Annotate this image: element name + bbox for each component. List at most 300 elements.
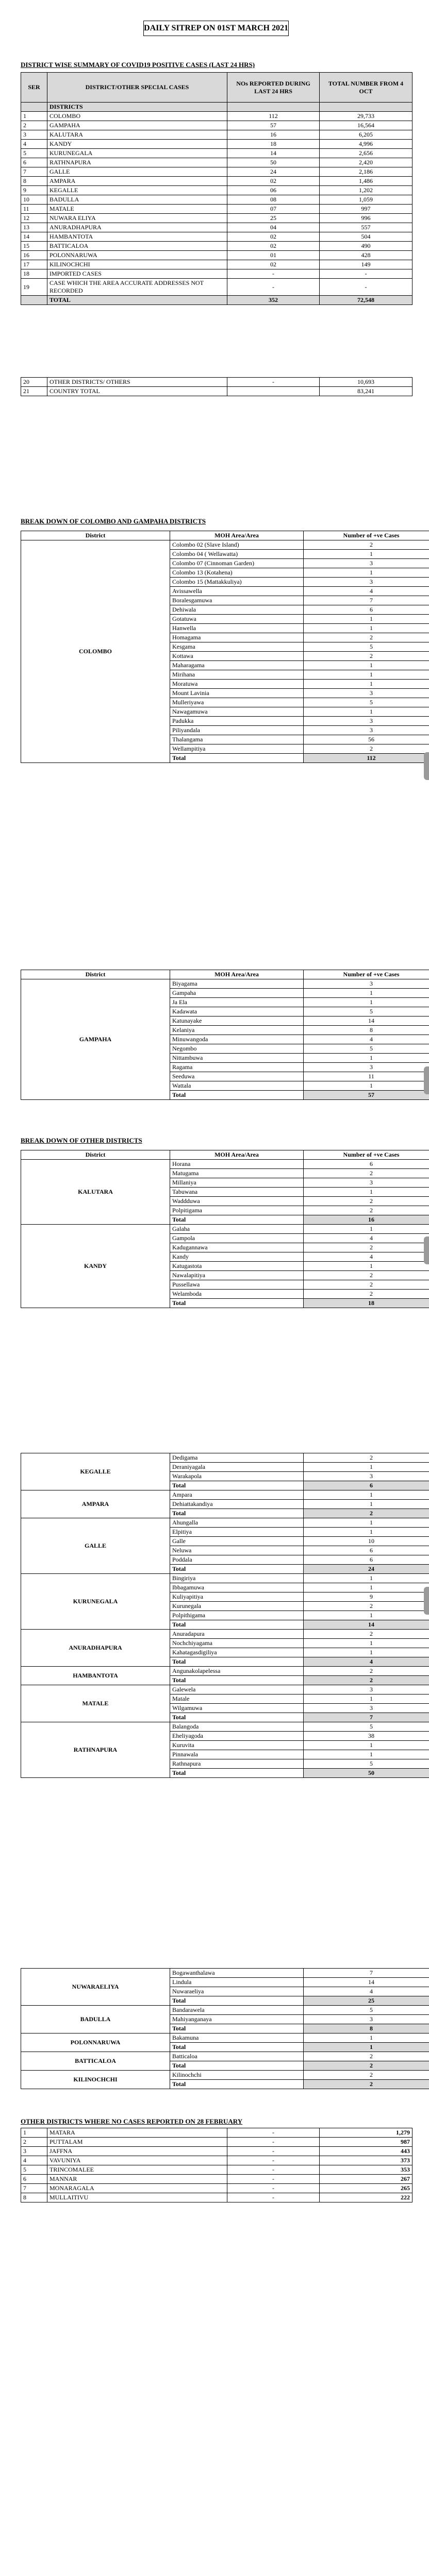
- last24-total-cell: 352: [227, 296, 320, 305]
- total-count-cell: 18: [304, 1299, 429, 1308]
- case-count-cell: 1: [304, 1750, 429, 1759]
- summary-row: [21, 158, 412, 167]
- colombo-breakdown-table: [21, 531, 429, 763]
- moh-area-cell: Colombo 04 ( Wellawatta): [170, 550, 304, 559]
- total-cell: 1,202: [320, 186, 412, 195]
- no-cases-heading: OTHER DISTRICTS WHERE NO CASES REPORTED ON 28 FEBRUARY: [21, 2117, 243, 2125]
- total-count-cell: 6: [304, 1481, 429, 1490]
- moh-area-cell: Rathnapura: [170, 1759, 304, 1769]
- moh-area-cell: Bakamuna: [170, 2033, 304, 2043]
- district-cell: MATARA: [47, 2128, 227, 2138]
- case-count-cell: 1: [304, 1574, 429, 1583]
- ser-cell: 12: [21, 214, 47, 223]
- moh-area-cell: Kilinochchi: [170, 2071, 304, 2080]
- moh-area-cell: Dehiwala: [170, 605, 304, 615]
- bd-header-area: MOH Area/Area: [170, 970, 304, 979]
- district-name-cell: HAMBANTOTA: [21, 1667, 170, 1685]
- moh-area-cell: Waddduwa: [170, 1197, 304, 1206]
- moh-area-cell: Hanwella: [170, 624, 304, 633]
- case-count-cell: 1: [304, 989, 429, 998]
- case-count-cell: 5: [304, 642, 429, 652]
- no-cases-table: [21, 2128, 412, 2202]
- case-count-cell: 3: [304, 1685, 429, 1694]
- ser-cell: 2: [21, 2138, 47, 2147]
- case-count-cell: 4: [304, 587, 429, 596]
- case-count-cell: 11: [304, 1072, 429, 1081]
- case-count-cell: 2: [304, 1630, 429, 1639]
- case-count-cell: 2: [304, 1271, 429, 1280]
- case-count-cell: 6: [304, 1160, 429, 1169]
- case-count-cell: 3: [304, 1178, 429, 1188]
- district-cell: RATHNAPURA: [47, 158, 227, 167]
- ser-cell: 21: [21, 387, 47, 396]
- scroll-tab-handle[interactable]: [424, 1236, 429, 1264]
- total-count-cell: 1: [304, 2043, 429, 2052]
- moh-area-cell: Homagama: [170, 633, 304, 642]
- case-count-cell: 2: [304, 1206, 429, 1215]
- district-name-cell: AMPARA: [21, 1490, 170, 1518]
- total-label-cell: Total: [170, 1481, 304, 1490]
- moh-area-cell: Piliyandala: [170, 726, 304, 735]
- total-cell: 373: [320, 2156, 412, 2165]
- last24-cell: 16: [227, 130, 320, 140]
- total-cell: 2,186: [320, 167, 412, 177]
- ser-cell: 20: [21, 378, 47, 387]
- case-count-cell: 14: [304, 1016, 429, 1026]
- case-count-cell: 2: [304, 2071, 429, 2080]
- summary-row: [21, 223, 412, 232]
- ser-cell: 16: [21, 251, 47, 260]
- header-ser: SER: [21, 73, 47, 103]
- moh-area-cell: Neluwa: [170, 1546, 304, 1555]
- no-cases-body: [21, 2128, 412, 2202]
- last24-cell: -: [227, 2156, 320, 2165]
- total-cell: 996: [320, 214, 412, 223]
- case-count-cell: 2: [304, 1602, 429, 1611]
- ser-cell: 4: [21, 2156, 47, 2165]
- group-d-table: [21, 1968, 429, 2089]
- last24-cell: -: [227, 2165, 320, 2175]
- bd-header-cases: Number of +ve Cases: [304, 531, 429, 540]
- moh-area-cell: Kelaniya: [170, 1026, 304, 1035]
- moh-area-cell: Nittambuwa: [170, 1054, 304, 1063]
- total-cell: 149: [320, 260, 412, 269]
- case-count-cell: 4: [304, 1987, 429, 1996]
- gampaha-breakdown-table: [21, 970, 429, 1100]
- case-count-cell: 1: [304, 1054, 429, 1063]
- total-count-cell: 50: [304, 1769, 429, 1778]
- moh-area-cell: Colombo 07 (Cinnoman Garden): [170, 559, 304, 568]
- total-cell: 353: [320, 2165, 412, 2175]
- case-count-cell: 6: [304, 1555, 429, 1565]
- no-case-row: [21, 2128, 412, 2138]
- total-cell: 29,733: [320, 112, 412, 121]
- last24-cell: 02: [227, 242, 320, 251]
- case-count-cell: 1: [304, 568, 429, 578]
- ser-cell: 9: [21, 186, 47, 195]
- last24-cell: -: [227, 378, 320, 387]
- moh-area-cell: Wilgamuwa: [170, 1704, 304, 1713]
- case-count-cell: 5: [304, 1722, 429, 1732]
- case-count-cell: 2: [304, 744, 429, 754]
- total-cell: 428: [320, 251, 412, 260]
- bd-header-district: District: [21, 970, 170, 979]
- case-count-cell: 6: [304, 1546, 429, 1555]
- moh-area-cell: Welambodа: [170, 1290, 304, 1299]
- ser-cell: 5: [21, 149, 47, 158]
- case-count-cell: 2: [304, 1197, 429, 1206]
- last24-cell: 02: [227, 177, 320, 186]
- district-cell: KANDY: [47, 140, 227, 149]
- last24-cell: -: [227, 2184, 320, 2193]
- scroll-tab-handle[interactable]: [424, 752, 429, 780]
- ser-cell: 15: [21, 242, 47, 251]
- breakdown-row: [21, 1574, 429, 1583]
- district-name-cell: RATHNAPURA: [21, 1722, 170, 1778]
- case-count-cell: 5: [304, 1044, 429, 1054]
- moh-area-cell: Bandarawela: [170, 2006, 304, 2015]
- total-cell: 1,486: [320, 177, 412, 186]
- ser-cell: 2: [21, 121, 47, 130]
- district-cell: TRINCOMALEE: [47, 2165, 227, 2175]
- total-cell: 557: [320, 223, 412, 232]
- moh-area-cell: Kadawata: [170, 1007, 304, 1016]
- summary-row: [21, 214, 412, 223]
- ser-cell: 19: [21, 279, 47, 296]
- case-count-cell: 2: [304, 633, 429, 642]
- moh-area-cell: Nawagamuwa: [170, 707, 304, 717]
- total-count-cell: 57: [304, 1091, 429, 1100]
- district-cell: BADULLA: [47, 195, 227, 205]
- case-count-cell: 2: [304, 540, 429, 550]
- summary-row: [21, 279, 412, 296]
- total-label-cell: Total: [170, 1509, 304, 1518]
- case-count-cell: 3: [304, 726, 429, 735]
- district-cell: MULLAITIVU: [47, 2193, 227, 2202]
- case-count-cell: 3: [304, 717, 429, 726]
- summary-row: [21, 232, 412, 242]
- case-count-cell: 1: [304, 1490, 429, 1500]
- case-count-cell: 1: [304, 2033, 429, 2043]
- case-count-cell: 5: [304, 2006, 429, 2015]
- header-district: DISTRICT/OTHER SPECIAL CASES: [47, 73, 227, 103]
- summary-row: [21, 242, 412, 251]
- no-case-row: [21, 2138, 412, 2147]
- moh-area-cell: Kurunegala: [170, 1602, 304, 1611]
- last24-cell: -: [227, 2128, 320, 2138]
- case-count-cell: 10: [304, 1537, 429, 1546]
- moh-area-cell: Kesgama: [170, 642, 304, 652]
- last24-cell: 57: [227, 121, 320, 130]
- moh-area-cell: Ibbagamuwa: [170, 1583, 304, 1592]
- moh-area-cell: Deraniyagala: [170, 1463, 304, 1472]
- bd-header-area: MOH Area/Area: [170, 531, 304, 540]
- breakdown-row: [21, 2052, 429, 2061]
- moh-area-cell: Galle: [170, 1537, 304, 1546]
- moh-area-cell: Gampaha: [170, 989, 304, 998]
- last24-cell: -: [227, 2175, 320, 2184]
- total-label-cell: TOTAL: [47, 296, 227, 305]
- moh-area-cell: Minuwangoda: [170, 1035, 304, 1044]
- case-count-cell: 2: [304, 1243, 429, 1252]
- ser-cell: 5: [21, 2165, 47, 2175]
- total-label-cell: Total: [170, 2061, 304, 2071]
- last24-cell: 07: [227, 205, 320, 214]
- scroll-tab-handle[interactable]: [424, 1066, 429, 1094]
- moh-area-cell: Pinnawala: [170, 1750, 304, 1759]
- breakdown-row: [21, 1453, 429, 1463]
- district-cell: HAMBANTOTA: [47, 232, 227, 242]
- breakdown-row: [21, 540, 429, 550]
- case-count-cell: 1: [304, 1518, 429, 1528]
- case-count-cell: 2: [304, 1280, 429, 1290]
- case-count-cell: 1: [304, 1741, 429, 1750]
- case-count-cell: 5: [304, 1759, 429, 1769]
- moh-area-cell: Polpitigama: [170, 1206, 304, 1215]
- total-cell: 265: [320, 2184, 412, 2193]
- last24-cell: 06: [227, 186, 320, 195]
- ser-cell: 3: [21, 2147, 47, 2156]
- moh-area-cell: Horana: [170, 1160, 304, 1169]
- breakdown-row: [21, 1225, 429, 1234]
- moh-area-cell: Gampola: [170, 1234, 304, 1243]
- case-count-cell: 8: [304, 1026, 429, 1035]
- district-cell: ANURADHAPURA: [47, 223, 227, 232]
- no-case-row: [21, 2175, 412, 2184]
- moh-area-cell: Moratuwa: [170, 680, 304, 689]
- bd-header-cases: Number of +ve Cases: [304, 1150, 429, 1160]
- moh-area-cell: Matugama: [170, 1169, 304, 1178]
- no-case-row: [21, 2165, 412, 2175]
- ser-cell: 14: [21, 232, 47, 242]
- total-label-cell: Total: [170, 1620, 304, 1630]
- moh-area-cell: Boralesgamuwa: [170, 596, 304, 605]
- district-name-cell: KURUNEGALA: [21, 1574, 170, 1630]
- total-label-cell: Total: [170, 1299, 304, 1308]
- total-cell: 6,205: [320, 130, 412, 140]
- total-cell: 16,564: [320, 121, 412, 130]
- district-cell: JAFFNA: [47, 2147, 227, 2156]
- summary-row: [21, 195, 412, 205]
- case-count-cell: 7: [304, 1969, 429, 1978]
- moh-area-cell: Nuwaraeliya: [170, 1987, 304, 1996]
- moh-area-cell: Biyagama: [170, 979, 304, 989]
- total-count-cell: 25: [304, 1996, 429, 2006]
- ser-cell: 11: [21, 205, 47, 214]
- district-name-cell: BADULLA: [21, 2006, 170, 2033]
- total-label-cell: Total: [170, 1215, 304, 1225]
- moh-area-cell: Warakapola: [170, 1472, 304, 1481]
- ser-cell: 1: [21, 112, 47, 121]
- summary-row: [21, 260, 412, 269]
- total-label-cell: Total: [170, 1657, 304, 1667]
- moh-area-cell: Kottawa: [170, 652, 304, 661]
- districts-label: DISTRICTS: [47, 103, 227, 112]
- moh-area-cell: Galewela: [170, 1685, 304, 1694]
- summary-other-row: [21, 387, 412, 396]
- case-count-cell: 1: [304, 1081, 429, 1091]
- total-label-cell: Total: [170, 2080, 304, 2089]
- total-cell: 10,693: [320, 378, 412, 387]
- case-count-cell: 1: [304, 1611, 429, 1620]
- case-count-cell: 4: [304, 1252, 429, 1262]
- case-count-cell: 1: [304, 670, 429, 680]
- last24-cell: 18: [227, 140, 320, 149]
- district-name-cell: ANURADHAPURA: [21, 1630, 170, 1667]
- summary-row: [21, 251, 412, 260]
- grand-total-cell: 72,548: [320, 296, 412, 305]
- total-cell: 490: [320, 242, 412, 251]
- district-name-cell: NUWARAELIYA: [21, 1969, 170, 2006]
- case-count-cell: 1: [304, 1528, 429, 1537]
- breakdown-row: [21, 979, 429, 989]
- total-label-cell: Total: [170, 1676, 304, 1685]
- moh-area-cell: Eheliyagoda: [170, 1732, 304, 1741]
- last24-cell: -: [227, 279, 320, 296]
- district-cell: KILINOCHCHI: [47, 260, 227, 269]
- breakdown-row: [21, 2071, 429, 2080]
- summary-row: [21, 177, 412, 186]
- breakdown-row: [21, 1490, 429, 1500]
- district-cell: MATALE: [47, 205, 227, 214]
- total-count-cell: 24: [304, 1565, 429, 1574]
- ser-cell: 7: [21, 167, 47, 177]
- district-cell: AMPARA: [47, 177, 227, 186]
- group-c-body: [21, 1453, 429, 1778]
- total-label-cell: Total: [170, 1091, 304, 1100]
- district-name-cell: MATALE: [21, 1685, 170, 1722]
- page-title: DAILY SITREP ON 01ST MARCH 2021: [143, 21, 289, 36]
- total-count-cell: 16: [304, 1215, 429, 1225]
- moh-area-cell: Negombo: [170, 1044, 304, 1054]
- case-count-cell: 1: [304, 1648, 429, 1657]
- moh-area-cell: Batticaloa: [170, 2052, 304, 2061]
- moh-area-cell: Balangoda: [170, 1722, 304, 1732]
- scroll-tab-handle[interactable]: [424, 1587, 429, 1615]
- case-count-cell: 4: [304, 1234, 429, 1243]
- total-label-cell: Total: [170, 1769, 304, 1778]
- breakdown-row: [21, 1518, 429, 1528]
- moh-area-cell: Mount Lavinia: [170, 689, 304, 698]
- case-count-cell: 3: [304, 2015, 429, 2024]
- no-case-row: [21, 2193, 412, 2202]
- total-cell: 997: [320, 205, 412, 214]
- moh-area-cell: Colombo 02 (Slave Island): [170, 540, 304, 550]
- moh-area-cell: Mulleriyawa: [170, 698, 304, 707]
- ser-cell: 1: [21, 2128, 47, 2138]
- case-count-cell: 1: [304, 1500, 429, 1509]
- ser-cell: 10: [21, 195, 47, 205]
- moh-area-cell: Maharagama: [170, 661, 304, 670]
- last24-cell: 08: [227, 195, 320, 205]
- case-count-cell: 1: [304, 1225, 429, 1234]
- district-name-cell: KALUTARA: [21, 1160, 170, 1225]
- last24-cell: 24: [227, 167, 320, 177]
- case-count-cell: 56: [304, 735, 429, 744]
- no-case-row: [21, 2184, 412, 2193]
- summary-row: [21, 186, 412, 195]
- case-count-cell: 38: [304, 1732, 429, 1741]
- moh-area-cell: Thalangama: [170, 735, 304, 744]
- total-cell: 222: [320, 2193, 412, 2202]
- district-cell: IMPORTED CASES: [47, 269, 227, 279]
- district-cell: KEGALLE: [47, 186, 227, 195]
- moh-area-cell: Ragama: [170, 1063, 304, 1072]
- total-cell: 443: [320, 2147, 412, 2156]
- district-cell: PUTTALAM: [47, 2138, 227, 2147]
- moh-area-cell: Ampara: [170, 1490, 304, 1500]
- moh-area-cell: Polpithigama: [170, 1611, 304, 1620]
- summary-other-body: [21, 378, 412, 396]
- moh-area-cell: Galaha: [170, 1225, 304, 1234]
- case-count-cell: 1: [304, 615, 429, 624]
- summary-row: [21, 112, 412, 121]
- moh-area-cell: Poddala: [170, 1555, 304, 1565]
- moh-area-cell: Katugastota: [170, 1262, 304, 1271]
- district-cell: BATTICALOA: [47, 242, 227, 251]
- district-cell: VAVUNIYA: [47, 2156, 227, 2165]
- case-count-cell: 5: [304, 698, 429, 707]
- district-cell: COUNTRY TOTAL: [47, 387, 227, 396]
- case-count-cell: 4: [304, 1035, 429, 1044]
- case-count-cell: 2: [304, 2052, 429, 2061]
- moh-area-cell: Seeduwa: [170, 1072, 304, 1081]
- moh-area-cell: Millaniya: [170, 1178, 304, 1188]
- summary-heading: DISTRICT WISE SUMMARY OF COVID19 POSITIVE CASES (LAST 24 HRS): [21, 61, 255, 69]
- moh-area-cell: Mahiyanganaya: [170, 2015, 304, 2024]
- case-count-cell: 1: [304, 1188, 429, 1197]
- total-count-cell: 2: [304, 1509, 429, 1518]
- district-name-cell: KEGALLE: [21, 1453, 170, 1490]
- total-count-cell: 8: [304, 2024, 429, 2033]
- breakdown-row: [21, 1722, 429, 1732]
- ser-cell: 13: [21, 223, 47, 232]
- breakdown-row: [21, 1630, 429, 1639]
- total-cell: 1,279: [320, 2128, 412, 2138]
- case-count-cell: 3: [304, 578, 429, 587]
- breakdown-row: [21, 1969, 429, 1978]
- moh-area-cell: Avissawella: [170, 587, 304, 596]
- moh-area-cell: Gotatuwa: [170, 615, 304, 624]
- district-name-cell: GAMPAHA: [21, 979, 170, 1100]
- ser-cell: 7: [21, 2184, 47, 2193]
- moh-area-cell: Nochchiyagama: [170, 1639, 304, 1648]
- case-count-cell: 1: [304, 550, 429, 559]
- gampaha-body: [21, 979, 429, 1100]
- district-name-cell: COLOMBO: [21, 540, 170, 763]
- case-count-cell: 1: [304, 1463, 429, 1472]
- district-cell: GALLE: [47, 167, 227, 177]
- summary-total-row: [21, 296, 412, 305]
- moh-area-cell: Lindula: [170, 1978, 304, 1987]
- breakdown-row: [21, 1667, 429, 1676]
- total-label-cell: Total: [170, 2043, 304, 2052]
- moh-area-cell: Kuliyapitiya: [170, 1592, 304, 1602]
- ser-cell: [21, 296, 47, 305]
- last24-cell: 02: [227, 260, 320, 269]
- last24-cell: 112: [227, 112, 320, 121]
- moh-area-cell: Kahatagasdigiliya: [170, 1648, 304, 1657]
- district-cell: POLONNARUWA: [47, 251, 227, 260]
- moh-area-cell: Tabuwana: [170, 1188, 304, 1197]
- case-count-cell: 3: [304, 1063, 429, 1072]
- case-count-cell: 3: [304, 1704, 429, 1713]
- total-cell: -: [320, 269, 412, 279]
- district-cell: KALUTARA: [47, 130, 227, 140]
- case-count-cell: 3: [304, 559, 429, 568]
- case-count-cell: 5: [304, 1007, 429, 1016]
- moh-area-cell: Bogawanthalawa: [170, 1969, 304, 1978]
